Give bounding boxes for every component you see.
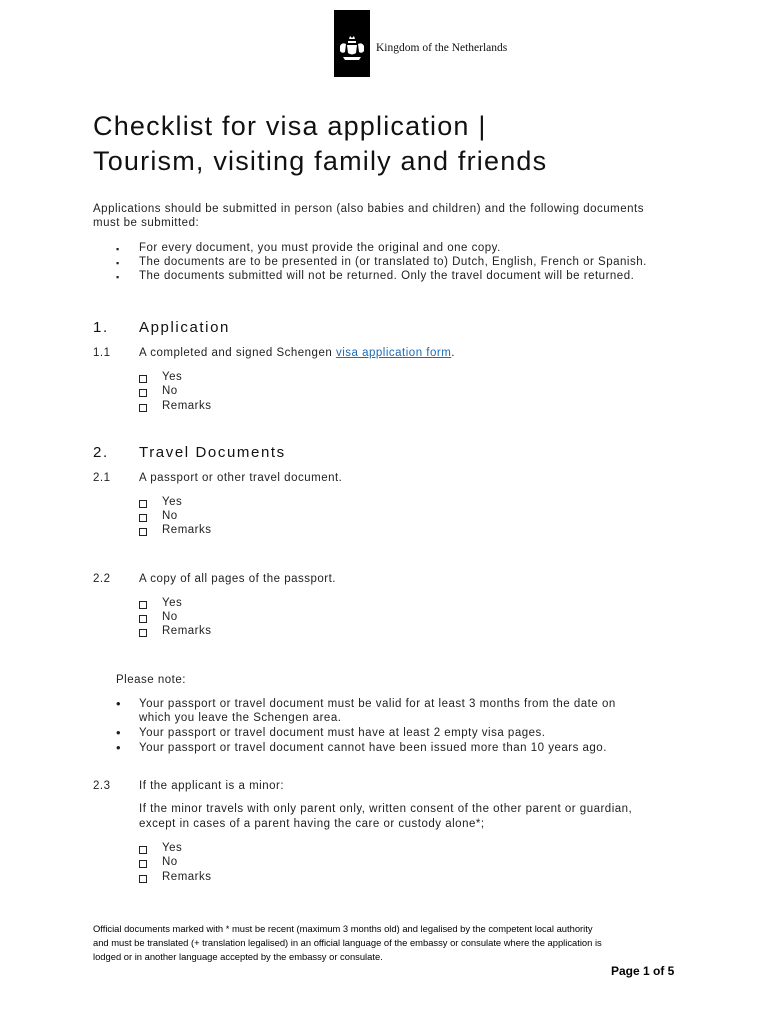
checkbox-yes[interactable] <box>139 500 147 508</box>
footnote-line: Official documents marked with * must be recent (maximum 3 months old) and legalised by the competent local authority <box>93 923 593 934</box>
checkbox-remarks[interactable] <box>139 404 147 412</box>
intro-bullet: The documents are to be presented in (or translated to) Dutch, English, French or Spanish. <box>139 256 647 268</box>
item-number: 2.1 <box>93 472 111 484</box>
square-bullet-icon: ▪ <box>116 258 120 268</box>
bullet-dot-icon: • <box>116 740 122 755</box>
option-remarks-label: Remarks <box>162 400 212 412</box>
page-number: Page 1 of 5 <box>611 964 675 978</box>
footnote-line: lodged or in another language accepted by the embassy or consulate. <box>93 951 383 962</box>
checkbox-no[interactable] <box>139 389 147 397</box>
intro-text: Applications should be submitted in person (also babies and children) and the following documents <box>93 203 644 215</box>
section-number: 2. <box>93 444 109 461</box>
bullet-dot-icon: • <box>116 725 122 740</box>
org-name: Kingdom of the Netherlands <box>376 42 508 54</box>
intro-text-2: must be submitted: <box>93 217 200 229</box>
lion-crest-icon <box>334 10 370 77</box>
option-yes-label: Yes <box>162 597 183 609</box>
option-yes-label: Yes <box>162 371 183 383</box>
item-text: A copy of all pages of the passport. <box>139 573 337 585</box>
option-no-label: No <box>162 611 178 623</box>
footnote-line: and must be translated (+ translation legalised) in an official language of the embassy or consulate where the application is <box>93 937 602 948</box>
item-text-before: A completed and signed Schengen <box>139 347 336 359</box>
item-number: 1.1 <box>93 347 111 359</box>
option-yes-label: Yes <box>162 842 183 854</box>
coat-of-arms-logo <box>334 10 370 77</box>
note-bullet-continued: which you leave the Schengen area. <box>139 712 342 724</box>
note-bullet: Your passport or travel document must have at least 2 empty visa pages. <box>139 727 546 739</box>
square-bullet-icon: ▪ <box>116 244 120 254</box>
option-remarks-label: Remarks <box>162 871 212 883</box>
item-text: A passport or other travel document. <box>139 472 343 484</box>
intro-bullet: For every document, you must provide the original and one copy. <box>139 242 501 254</box>
visa-application-form-link[interactable]: visa application form <box>335 347 452 359</box>
item-detail: If the minor travels with only parent only, written consent of the other parent or guardian, <box>139 803 633 815</box>
option-no-label: No <box>162 856 178 868</box>
checkbox-remarks[interactable] <box>139 528 147 536</box>
item-number: 2.2 <box>93 573 111 585</box>
option-no-label: No <box>162 510 178 522</box>
bullet-dot-icon: • <box>116 696 122 711</box>
checkbox-remarks[interactable] <box>139 875 147 883</box>
option-yes-label: Yes <box>162 496 183 508</box>
section-number: 1. <box>93 319 109 336</box>
page-title-line2: Tourism, visiting family and friends <box>93 146 548 176</box>
item-text-after: . <box>451 347 455 359</box>
item-text <box>139 347 455 359</box>
checkbox-no[interactable] <box>139 514 147 522</box>
checkbox-yes[interactable] <box>139 601 147 609</box>
checkbox-yes[interactable] <box>139 375 147 383</box>
square-bullet-icon: ▪ <box>116 272 120 282</box>
item-text: If the applicant is a minor: <box>139 780 285 792</box>
checkbox-no[interactable] <box>139 860 147 868</box>
checkbox-yes[interactable] <box>139 846 147 854</box>
option-remarks-label: Remarks <box>162 625 212 637</box>
note-bullet: Your passport or travel document must be valid for at least 3 months from the date on <box>139 698 616 710</box>
checkbox-remarks[interactable] <box>139 629 147 637</box>
page-title: Checklist for visa application | <box>93 111 487 141</box>
note-bullet: Your passport or travel document cannot have been issued more than 10 years ago. <box>139 742 607 754</box>
item-detail-continued: except in cases of a parent having the care or custody alone*; <box>139 818 485 830</box>
note-label: Please note: <box>116 674 186 686</box>
footnote <box>93 922 693 964</box>
option-no-label: No <box>162 385 178 397</box>
checkbox-no[interactable] <box>139 615 147 623</box>
section-heading: Application <box>139 319 230 336</box>
intro-bullet: The documents submitted will not be returned. Only the travel document will be returned. <box>139 270 635 282</box>
item-number: 2.3 <box>93 780 111 792</box>
option-remarks-label: Remarks <box>162 524 212 536</box>
section-heading: Travel Documents <box>139 444 286 461</box>
